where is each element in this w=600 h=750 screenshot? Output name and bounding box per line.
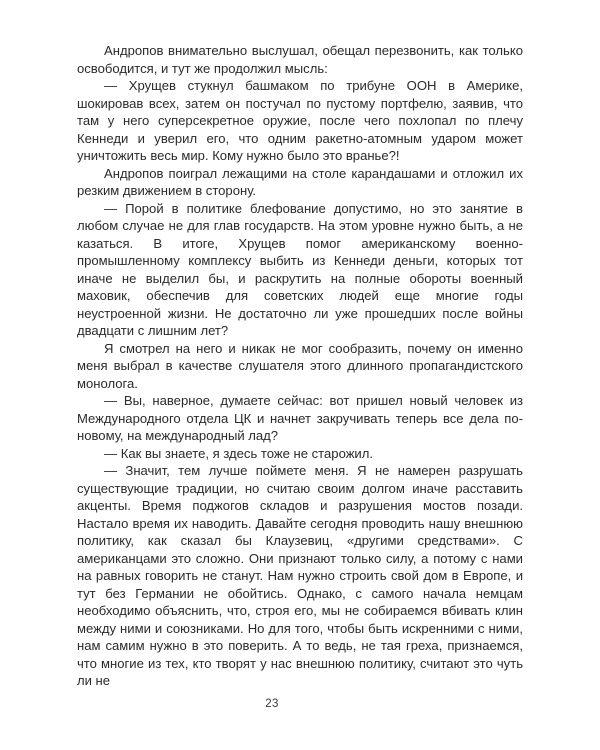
paragraph-dialogue: — Вы, наверное, думаете сейчас: вот пришел новый человек из Международного отдела ЦК и начнет закручивать теперь все дела по-новому, на международный лад? [77, 393, 523, 443]
paragraph: Андропов поиграл лежащими на столе карандашами и отложил их резким движением в сторону. [77, 165, 523, 198]
paragraph: Я смотрел на него и никак не мог сообразить, почему он именно меня выбрал в качестве слушателя этого длинного пропагандистского монолога. [77, 340, 523, 391]
page-text-block [77, 42, 523, 690]
paragraph-dialogue: — Порой в политике блефование допустимо, но это занятие в любом случае не для глав государств. На этом уровне нужно быть, а не казаться. В итоге, Хрущев помог американскому военно-промышленному комплексу выбить из Кеннеди деньги, которых тот иначе не выделил бы, и раскрутить на полные обороты военный маховик, обеспечив для советских людей еще многие годы неустроенной жизни. Не достаточно ли уже прошедших после войны двадцати с лишним лет? [77, 200, 523, 338]
paragraph-dialogue: — Значит, тем лучше поймете меня. Я не намерен разрушать существующие традиции, но считаю своим долгом иначе расставить акценты. Время поджогов складов и разрушения мостов позади. Настало время их наводить. Давайте сегодня проводить нашу внешнюю политику, как сказал бы Клаузевиц, «другими средствами». С американцами это сложно. Они признают только силу, а потому с нами на равных говорить не станут. Нам нужно строить свой дом в Европе, и тут без Германии не обойтись. Однако, с самого начала немцам необходимо объяснить, что, строя его, мы не собираемся вбивать клин между ними и союзниками. Но для того, чтобы быть искренними с ними, нам самим нужно в это поверить. А то ведь, не тая греха, признаемся, что многие из тех, кто творят у нас внешнюю политику, считают это чуть ли не [77, 463, 523, 688]
paragraph-dialogue: — Хрущев стукнул башмаком по трибуне ООН в Америке, шокировав всех, затем он постучал по пустому портфелю, заявив, что там у него суперсекретное оружие, после чего похлопал по плечу Кеннеди и уверил его, что одним ракетно-атомным ударом может уничтожить весь мир. Кому нужно было это вранье?! [77, 78, 523, 163]
paragraph: Андропов внимательно выслушал, обещал перезвонить, как только освободится, и тут же продолжил мысль: [77, 43, 523, 76]
paragraph-dialogue: — Как вы знаете, я здесь тоже не старожил. [104, 445, 373, 461]
page-number: 23 [265, 698, 279, 710]
